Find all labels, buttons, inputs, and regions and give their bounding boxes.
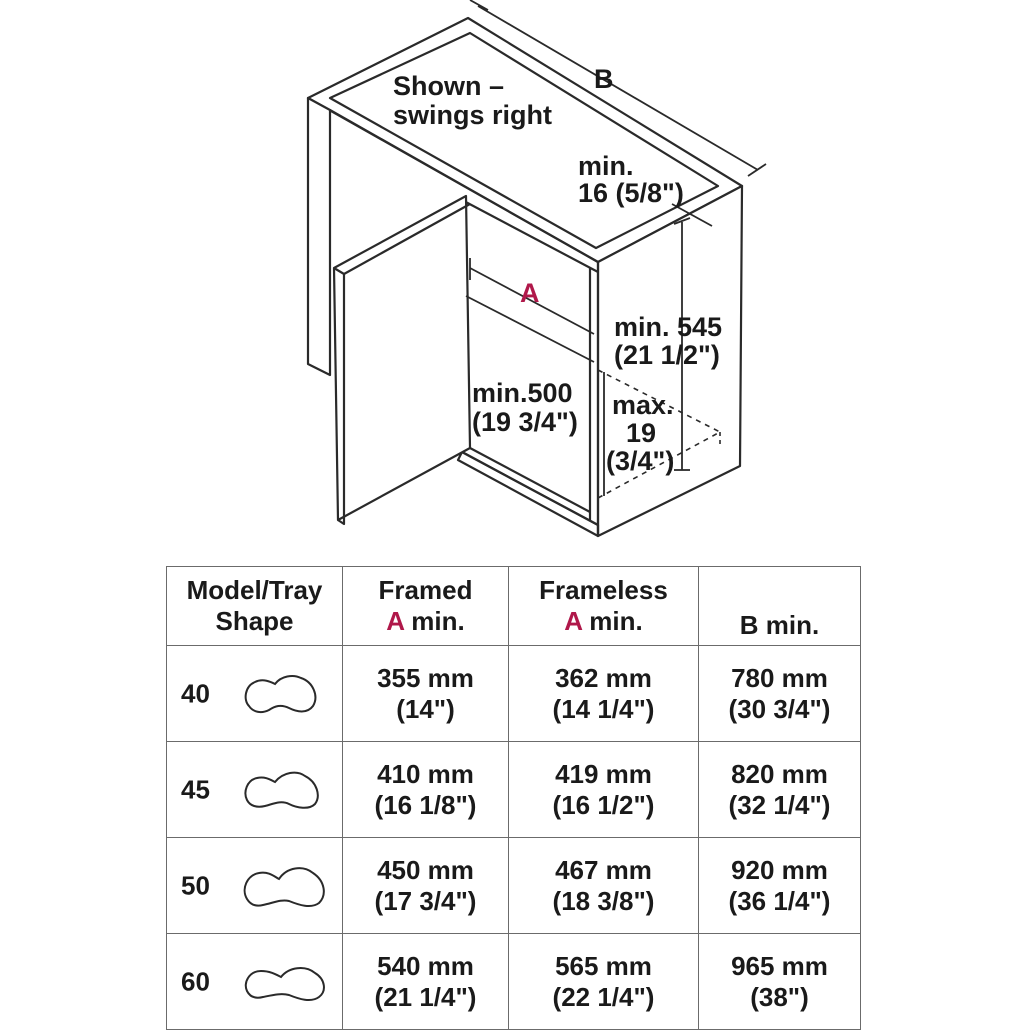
model-number: 45 — [181, 774, 210, 804]
label-shown-line1: Shown – — [393, 71, 505, 101]
header-frameless: Frameless A min. — [509, 567, 699, 646]
header-model: Model/Tray Shape — [167, 567, 343, 646]
label-min16-line2: 16 (5/8") — [578, 178, 684, 208]
label-b: B — [594, 64, 614, 94]
model-cell — [167, 646, 343, 742]
b-value: 780 mm (30 3/4") — [699, 646, 861, 742]
cabinet-bottom — [458, 452, 598, 536]
tray-shape-icon — [241, 861, 329, 911]
framed-value: 355 mm (14") — [343, 646, 509, 742]
cabinet-door — [334, 196, 470, 520]
label-min500-line1: min.500 — [472, 378, 573, 408]
header-b-min: B min. — [699, 567, 861, 646]
framed-value: 410 mm (16 1/8") — [343, 742, 509, 838]
header-framed: Framed A min. — [343, 567, 509, 646]
label-min545-line2: (21 1/2") — [614, 340, 720, 370]
framed-value: 540 mm (21 1/4") — [343, 934, 509, 1030]
label-shown-line2: swings right — [393, 100, 553, 130]
header-row — [167, 567, 861, 646]
model-cell — [167, 838, 343, 934]
table-row — [167, 742, 861, 838]
label-max19-line3: (3/4") — [606, 446, 675, 476]
b-value: 920 mm (36 1/4") — [699, 838, 861, 934]
frameless-value: 419 mm (16 1/2") — [509, 742, 699, 838]
label-max19-line1: max. — [612, 390, 674, 420]
frameless-value: 362 mm (14 1/4") — [509, 646, 699, 742]
table-row — [167, 838, 861, 934]
b-value: 820 mm (32 1/4") — [699, 742, 861, 838]
table-row — [167, 934, 861, 1030]
label-min500-line2: (19 3/4") — [472, 407, 578, 437]
framed-value: 450 mm (17 3/4") — [343, 838, 509, 934]
model-number: 40 — [181, 678, 210, 708]
label-min545-line1: min. 545 — [614, 312, 723, 342]
model-number: 60 — [181, 966, 210, 996]
model-cell — [167, 934, 343, 1030]
header-frameless-a: A — [564, 606, 583, 636]
b-value: 965 mm (38") — [699, 934, 861, 1030]
spec-table — [166, 566, 861, 1030]
label-max19-line2: 19 — [626, 418, 657, 448]
label-a: A — [520, 278, 540, 308]
model-cell — [167, 742, 343, 838]
table-row — [167, 646, 861, 742]
frameless-value: 565 mm (22 1/4") — [509, 934, 699, 1030]
header-framed-a: A — [386, 606, 405, 636]
label-min16-line1: min. — [578, 151, 634, 181]
model-number: 50 — [181, 870, 210, 900]
cabinet-left-side — [308, 98, 330, 375]
frameless-value: 467 mm (18 3/8") — [509, 838, 699, 934]
tray-shape-icon — [241, 959, 329, 1005]
tray-shape-icon — [241, 670, 325, 718]
tray-shape-icon — [241, 766, 325, 814]
